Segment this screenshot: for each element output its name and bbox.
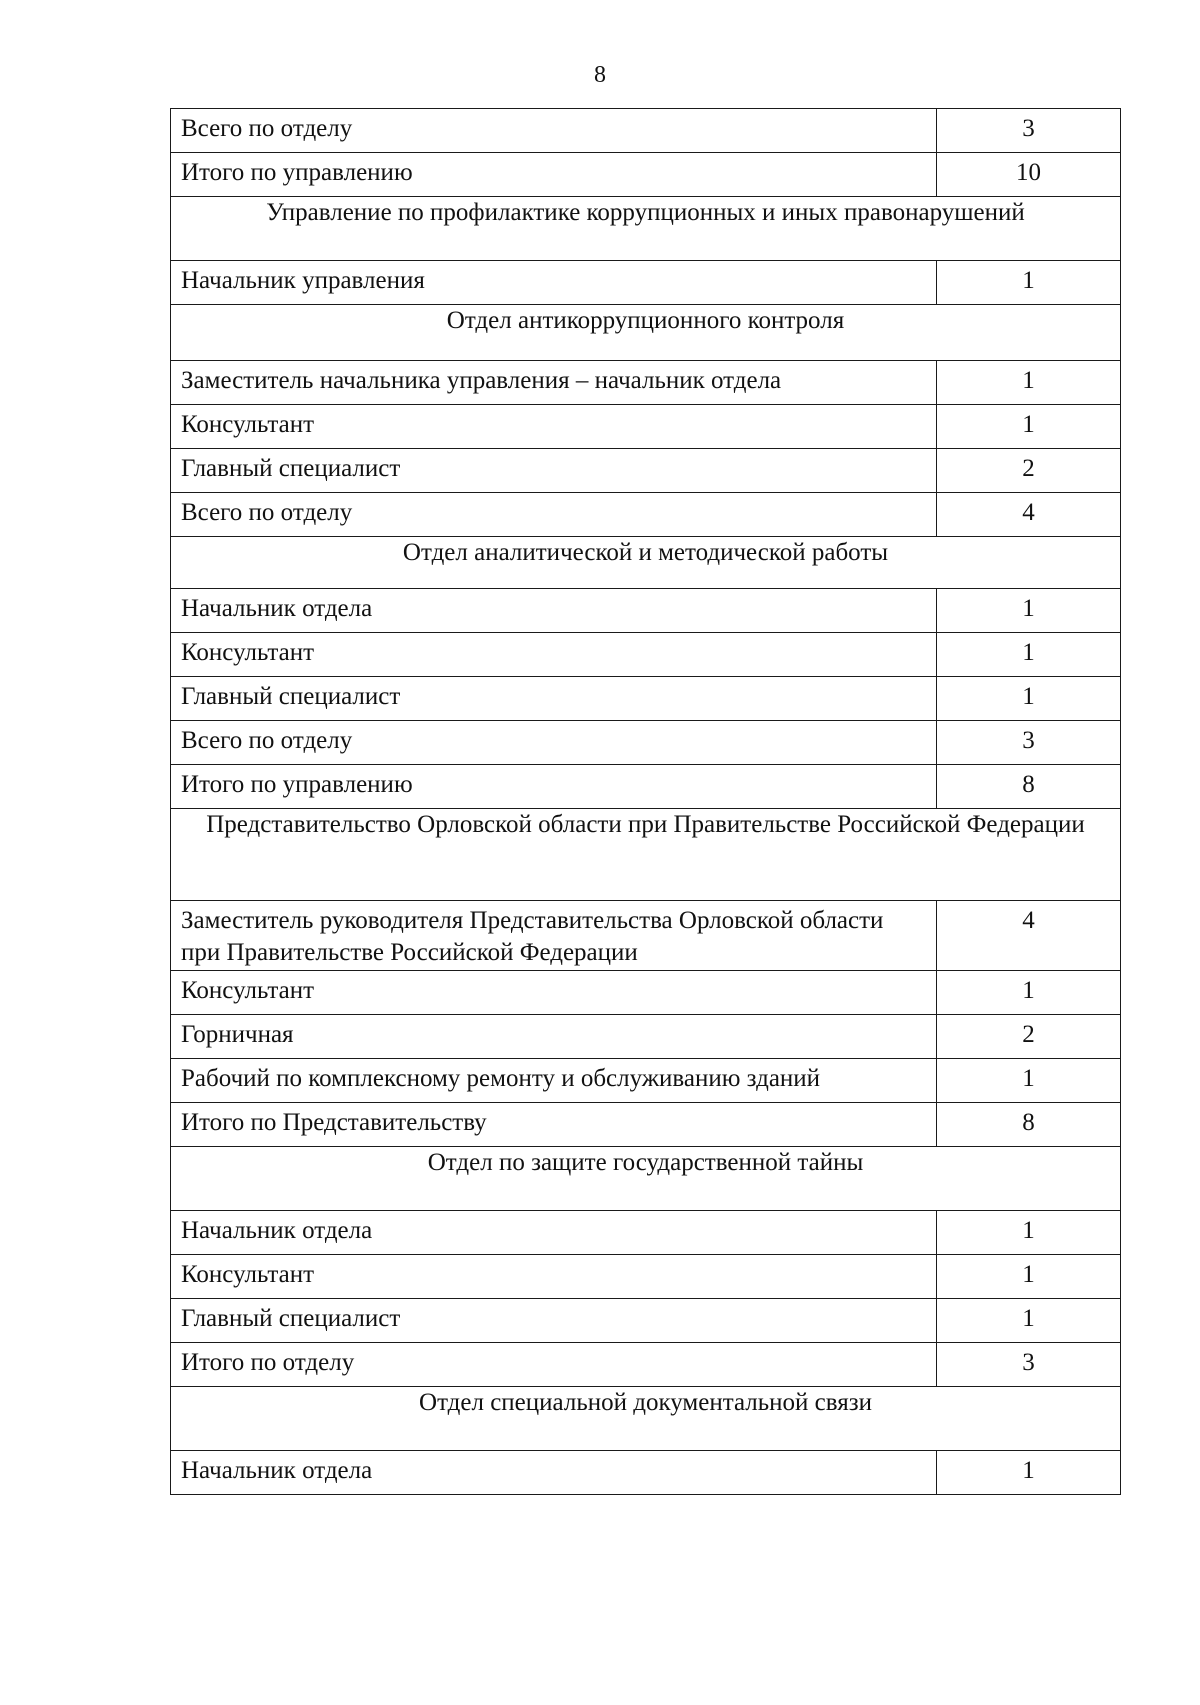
count-cell: 1: [937, 261, 1121, 305]
count-cell: 1: [937, 405, 1121, 449]
table-row: [171, 449, 1121, 493]
section-row: [171, 537, 1121, 589]
count-cell: 8: [937, 765, 1121, 809]
table-row: [171, 109, 1121, 153]
position-cell: Консультант: [171, 405, 937, 449]
table-row: [171, 589, 1121, 633]
section-row: [171, 1387, 1121, 1451]
section-row: [171, 197, 1121, 261]
table-row: [171, 1015, 1121, 1059]
count-cell: 10: [937, 153, 1121, 197]
position-cell: Всего по отделу: [171, 109, 937, 153]
count-cell: 4: [937, 493, 1121, 537]
count-cell: 3: [937, 1343, 1121, 1387]
staffing-table: [170, 108, 1121, 1495]
section-title: Отдел по защите государственной тайны: [171, 1147, 1121, 1211]
count-cell: 1: [937, 1059, 1121, 1103]
table-row: [171, 1451, 1121, 1495]
position-cell: Горничная: [171, 1015, 937, 1059]
position-cell: Главный специалист: [171, 677, 937, 721]
position-cell: Заместитель руководителя Представительства Орловской области при Правительстве Российской Федерации: [171, 901, 937, 971]
count-cell: 1: [937, 971, 1121, 1015]
position-cell: Всего по отделу: [171, 721, 937, 765]
count-cell: 1: [937, 1451, 1121, 1495]
table-row: [171, 405, 1121, 449]
section-title: Представительство Орловской области при Правительстве Российской Федерации: [171, 809, 1121, 901]
position-cell: Итого по отделу: [171, 1343, 937, 1387]
table-row: [171, 1103, 1121, 1147]
count-cell: 3: [937, 109, 1121, 153]
count-cell: 2: [937, 1015, 1121, 1059]
table-row: [171, 1211, 1121, 1255]
position-cell: Консультант: [171, 633, 937, 677]
count-cell: 2: [937, 449, 1121, 493]
section-row: [171, 305, 1121, 361]
position-cell: Итого по управлению: [171, 765, 937, 809]
position-cell: Начальник отдела: [171, 1451, 937, 1495]
table-row: [171, 1299, 1121, 1343]
table-row: [171, 721, 1121, 765]
position-cell: Главный специалист: [171, 449, 937, 493]
table-row: [171, 1255, 1121, 1299]
section-title: Отдел аналитической и методической работы: [171, 537, 1121, 589]
section-title: Отдел специальной документальной связи: [171, 1387, 1121, 1451]
position-cell: Консультант: [171, 1255, 937, 1299]
section-row: [171, 1147, 1121, 1211]
table-row: [171, 633, 1121, 677]
table-row: [171, 493, 1121, 537]
count-cell: 8: [937, 1103, 1121, 1147]
position-cell: Консультант: [171, 971, 937, 1015]
table-row: [171, 901, 1121, 971]
count-cell: 1: [937, 1211, 1121, 1255]
table-row: [171, 1059, 1121, 1103]
position-cell: Начальник отдела: [171, 1211, 937, 1255]
table-row: [171, 153, 1121, 197]
position-cell: Итого по управлению: [171, 153, 937, 197]
count-cell: 1: [937, 589, 1121, 633]
position-cell: Начальник отдела: [171, 589, 937, 633]
page-number: 8: [594, 62, 606, 88]
table-row: [171, 261, 1121, 305]
position-cell: Главный специалист: [171, 1299, 937, 1343]
staffing-table-body: [171, 109, 1121, 1495]
section-row: [171, 809, 1121, 901]
position-cell: Итого по Представительству: [171, 1103, 937, 1147]
table-row: [171, 765, 1121, 809]
count-cell: 4: [937, 901, 1121, 971]
table-row: [171, 971, 1121, 1015]
count-cell: 1: [937, 633, 1121, 677]
table-row: [171, 1343, 1121, 1387]
position-cell: Начальник управления: [171, 261, 937, 305]
table-row: [171, 361, 1121, 405]
count-cell: 1: [937, 1255, 1121, 1299]
count-cell: 3: [937, 721, 1121, 765]
section-title: Отдел антикоррупционного контроля: [171, 305, 1121, 361]
position-cell: Заместитель начальника управления – начальник отдела: [171, 361, 937, 405]
count-cell: 1: [937, 361, 1121, 405]
table-row: [171, 677, 1121, 721]
position-cell: Всего по отделу: [171, 493, 937, 537]
position-cell: Рабочий по комплексному ремонту и обслуживанию зданий: [171, 1059, 937, 1103]
count-cell: 1: [937, 1299, 1121, 1343]
count-cell: 1: [937, 677, 1121, 721]
section-title: Управление по профилактике коррупционных и иных правонарушений: [171, 197, 1121, 261]
